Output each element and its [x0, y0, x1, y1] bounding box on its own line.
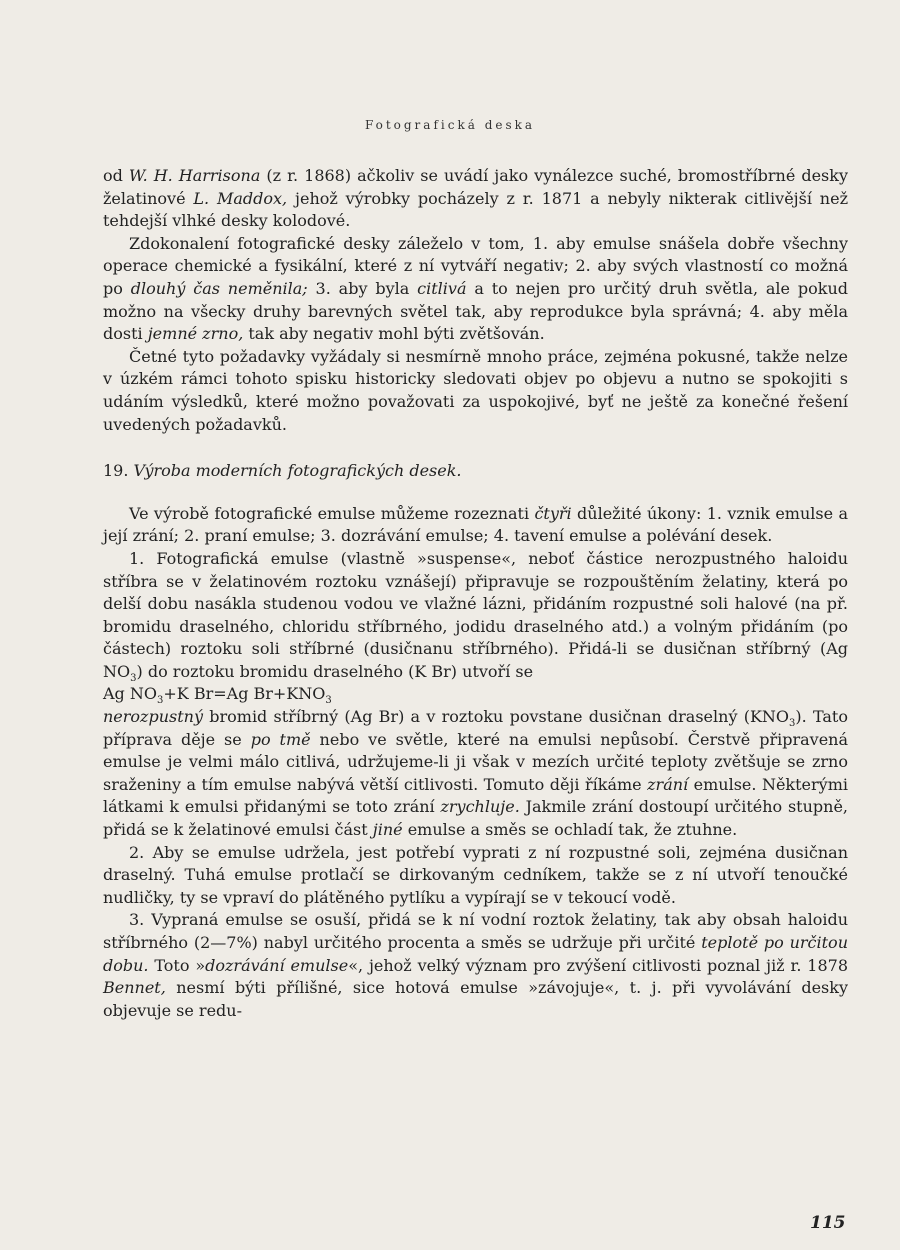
- paragraph-4: Ve výrobě fotografické emulse můžeme rozeznati čtyři důležité úkony: 1. vznik emulse a její zrání; 2. praní emulse; 3. dozrávání emulse; 4. tavení emulse a polévání desek.: [103, 503, 848, 546]
- paragraph-8: 3. Vypraná emulse se osuší, přidá se k ní vodní roztok želatiny, tak aby obsah haloidu stříbrného (2—7%) nabyl určitého procenta a směs se udržuje při určité teplotě po určitou dobu. Toto »dozrávání emulse«, jehož velký význam pro zvýšení citlivosti poznal již r. 1878 Bennet, nesmí býti přílišné, sice hotová emulse »závojuje«, t. j. při vyvolávání desky objevuje se redu-: [103, 910, 849, 1020]
- paragraph-2: Zdokonalení fotografické desky záleželo v tom, 1. aby emulse snášela dobře všechny operace chemické a fysikální, které z ní vytváří negativ; 2. aby svých vlastností co možná po dlouhý čas neměnila; 3. aby byla citlivá a to nejen pro určitý druh světla, ale pokud možno na všecky druhy barevných světel tak, aby reprodukce byla správná; 4. aby měla dosti jemné zrno, tak aby negativ mohl býti zvětšován.: [103, 233, 848, 344]
- paragraph-1: od W. H. Harrisona (z r. 1868) ačkoliv se uvádí jako vynálezce suché, bromostříbrné desky želatinové L. Maddox, jehož výrobky pocházely z r. 1871 a nebyly nikterak citlivější než tehdejší vlhké desky kolodové.: [103, 166, 849, 231]
- paragraph-6: nerozpustný bromid stříbrný (Ag Br) a v roztoku povstane dusičnan draselný $(KNO_3)$. Tato příprava děje se po tmě nebo ve světle, které na emulsi nepůsobí. Čerstvě připravená emulse je velmi málo citlivá, udržujeme-li ji však v mezích určité teploty zvětšuje se zrno sraženiny a tím emulse nabývá větší citlivosti. Tomuto ději říkáme zrání emulse. Některými látkami k emulsi přidanými se toto zrání zrychluje. Jakmile zrání dostoupí určitého stupně, přidá se k želatinové emulsi část jiné emulse a směs se ochladí tak, že ztuhne.: [103, 707, 849, 840]
- page-body: [103, 165, 848, 1022]
- section-heading: 19. Výroba moderních fotografických desek.: [103, 461, 462, 481]
- page-number: 115: [810, 1213, 846, 1233]
- running-header: Fotografická deska: [364, 118, 536, 132]
- paragraph-7: 2. Aby se emulse udržela, jest potřebí vyprati z ní rozpustné soli, zejména dusičnan draselný. Tuhá emulse protlačí se dirkovaným cedníkem, takže se z ní utvoří tenoučké nudličky, ty se vpraví do plátěného pytlíku a vypírají se v tekoucí vodě.: [103, 842, 848, 907]
- chemical-equation: Ag $NO_3+K$ Br=Ag $Br+KNO_3$: [103, 684, 332, 707]
- paragraph-5: 1. Fotografická emulse (vlastně »suspense«, neboť částice nerozpustného haloidu stříbra se v želatinovém roztoku vznášejí) připravuje se rozpouštěním želatiny, která po delší dobu nasákla studenou vodou ve vlažné lázni, přidáním rozpustné soli halové (na př. bromidu draselného, chloridu stříbrného, jodidu draselného atd.) a volným přidáním (po částech) roztoku soli stříbrné (dusičnanu stříbrného). Přidá-li se dusičnan stříbrný (Ag $NO_3$) do roztoku bromidu draselného (K Br) utvoří se: [103, 548, 848, 684]
- paragraph-3: Četné tyto požadavky vyžádaly si nesmírně mnoho práce, zejména pokusné, takže nelze v úzkém rámci tohoto spisku historicky sledovati objev po objevu a nutno se spokojiti s udáním výsledků, které možno považovati za uspokojivé, byť ne ještě za konečné řešení uvedených požadavků.: [103, 346, 848, 434]
